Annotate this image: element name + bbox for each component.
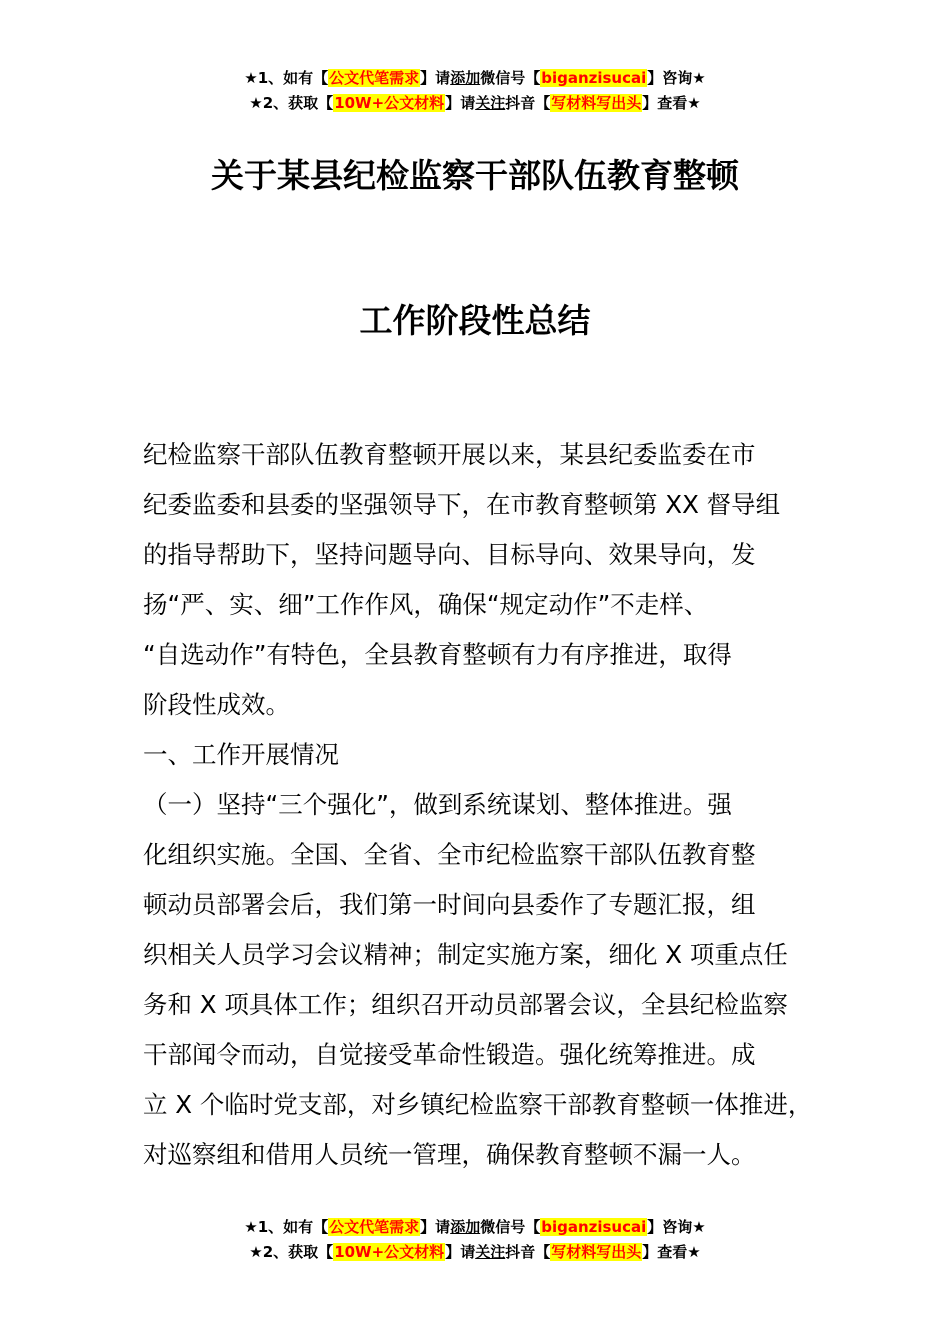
promo-douyin-id: 写材料写出头 bbox=[551, 94, 642, 112]
promo-banner-top bbox=[0, 66, 950, 116]
body-line: 纪检监察干部队伍教育整顿开展以来，某县纪委监委在市 bbox=[143, 440, 756, 469]
body-line: （一）坚持“三个强化”，做到系统谋划、整体推进。强 bbox=[143, 790, 732, 819]
promo-line-1 bbox=[0, 66, 950, 91]
body-line: 阶段性成效。 bbox=[143, 690, 290, 719]
body-line: 顿动员部署会后，我们第一时间向县委作了专题汇报，组 bbox=[143, 890, 756, 919]
document-title-line-1: 关于某县纪检监察干部队伍教育整顿 bbox=[211, 156, 739, 195]
promo-highlight: 10W+公文材料 bbox=[334, 1243, 445, 1261]
promo-text: 抖音【 bbox=[505, 94, 551, 112]
promo-text: ★1、如有【 bbox=[244, 1218, 329, 1236]
promo-text: ★2、获取【 bbox=[249, 94, 334, 112]
body-line: 对巡察组和借用人员统一管理，确保教育整顿不漏一人。 bbox=[143, 1140, 756, 1169]
promo-text: 】咨询★ bbox=[647, 1218, 706, 1236]
body-line: 立 X 个临时党支部，对乡镇纪检监察干部教育整顿一体推进， bbox=[143, 1090, 813, 1119]
promo-text: ★2、获取【 bbox=[249, 1243, 334, 1261]
promo-emphasis: 关注 bbox=[475, 1243, 506, 1261]
promo-text: 】请 bbox=[445, 1243, 476, 1261]
promo-text: 抖音【 bbox=[505, 1243, 551, 1261]
promo-line-1 bbox=[0, 1215, 950, 1240]
promo-wechat-id: biganzisucai bbox=[541, 69, 647, 87]
section-heading: 一、工作开展情况 bbox=[143, 740, 339, 769]
body-line: 纪委监委和县委的坚强领导下，在市教育整顿第 XX 督导组 bbox=[143, 490, 781, 519]
promo-text: 】请 bbox=[420, 69, 451, 87]
promo-text: 微信号【 bbox=[480, 1218, 541, 1236]
promo-line-2 bbox=[0, 91, 950, 116]
promo-text: 】查看★ bbox=[642, 94, 701, 112]
body-line: 化组织实施。全国、全省、全市纪检监察干部队伍教育整 bbox=[143, 840, 756, 869]
promo-highlight: 公文代笔需求 bbox=[329, 1218, 420, 1236]
promo-text: 】查看★ bbox=[642, 1243, 701, 1261]
promo-emphasis: 添加 bbox=[450, 69, 481, 87]
promo-douyin-id: 写材料写出头 bbox=[551, 1243, 642, 1261]
promo-emphasis: 关注 bbox=[475, 94, 506, 112]
document-title-line-2: 工作阶段性总结 bbox=[359, 301, 591, 340]
document-body bbox=[143, 430, 833, 1180]
promo-line-2 bbox=[0, 1240, 950, 1265]
promo-text: ★1、如有【 bbox=[244, 69, 329, 87]
promo-text: 】请 bbox=[420, 1218, 451, 1236]
promo-text: 微信号【 bbox=[480, 69, 541, 87]
body-line: 的指导帮助下，坚持问题导向、目标导向、效果导向，发 bbox=[143, 540, 756, 569]
body-line: “自选动作”有特色，全县教育整顿有力有序推进，取得 bbox=[143, 640, 732, 669]
promo-highlight: 10W+公文材料 bbox=[334, 94, 445, 112]
promo-highlight: 公文代笔需求 bbox=[329, 69, 420, 87]
body-line: 干部闻令而动，自觉接受革命性锻造。强化统筹推进。成 bbox=[143, 1040, 756, 1069]
body-line: 织相关人员学习会议精神；制定实施方案，细化 X 项重点任 bbox=[143, 940, 788, 969]
body-line: 务和 X 项具体工作；组织召开动员部署会议，全县纪检监察 bbox=[143, 990, 788, 1019]
promo-wechat-id: biganzisucai bbox=[541, 1218, 647, 1236]
promo-text: 】请 bbox=[445, 94, 476, 112]
promo-banner-bottom bbox=[0, 1215, 950, 1265]
promo-text: 】咨询★ bbox=[647, 69, 706, 87]
promo-emphasis: 添加 bbox=[450, 1218, 481, 1236]
body-line: 扬“严、实、细”工作作风，确保“规定动作”不走样、 bbox=[143, 590, 709, 619]
